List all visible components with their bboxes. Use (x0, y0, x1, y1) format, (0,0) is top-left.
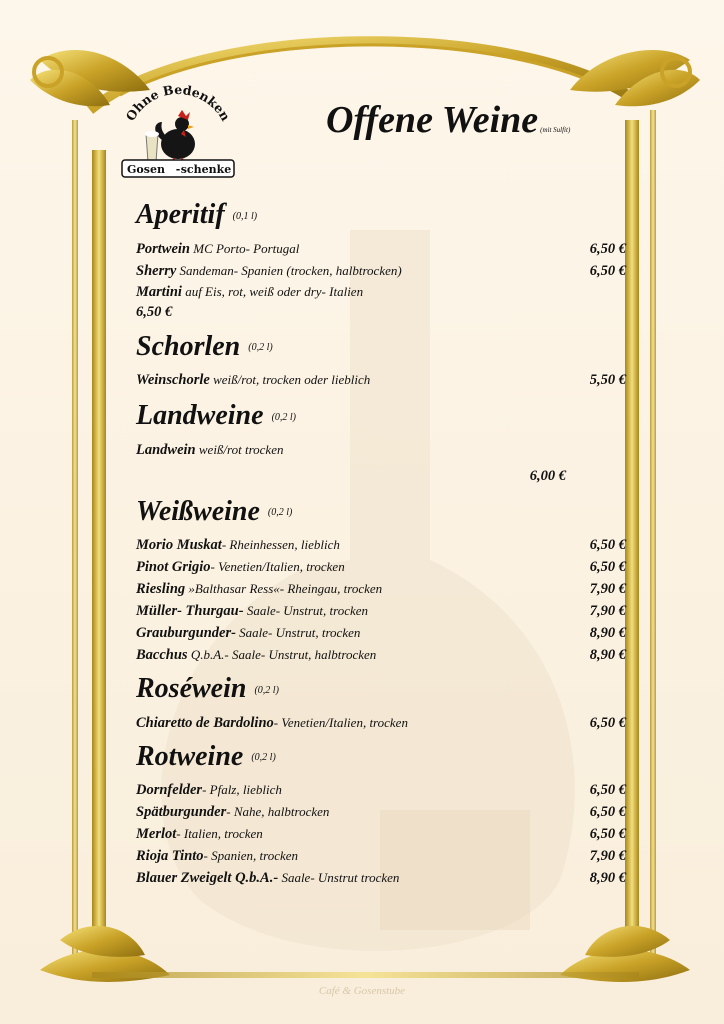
item-price: 7,90 € (589, 848, 626, 865)
menu-item (136, 260, 626, 282)
item-desc: auf Eis, rot, weiß oder dry- Italien (181, 283, 364, 299)
logo-left-text: Gosen (127, 163, 165, 176)
section-volume: (0,1 l) (232, 210, 258, 222)
item-price: 6,50 € (589, 826, 626, 843)
section-title: Roséwein (136, 673, 247, 705)
gosenschenke-logo (118, 82, 238, 182)
item-name: Spätburgunder (136, 804, 227, 821)
item-name: Rioja Tinto (136, 848, 204, 865)
section-weissweine (136, 495, 626, 667)
item-price: 6,50 € (589, 559, 626, 576)
item-desc: - Venetien/Italien, trocken (210, 559, 345, 575)
item-desc: weiß/rot, trocken oder lieblich (209, 372, 371, 388)
item-name: Sherry (136, 262, 177, 279)
item-desc: Sandeman- Spanien (trocken, halbtrocken) (176, 262, 402, 278)
svg-text:Ohne Bedenken (123, 82, 234, 124)
item-desc: - Pfalz, lieblich (202, 782, 282, 798)
section-volume: (0,2 l) (271, 411, 297, 423)
item-name: Müller- Thurgau- (136, 603, 244, 620)
section-volume: (0,2 l) (248, 342, 273, 354)
section-title: Weißweine (136, 495, 260, 527)
item-desc: Q.b.A.- Saale- Unstrut, halbtrocken (187, 647, 377, 663)
footer-watermark: Café & Gosenstube (318, 985, 406, 997)
item-desc: - Rheinhessen, lieblich (221, 537, 340, 553)
item-price: 6,50 € (589, 804, 626, 821)
section-heading (136, 740, 626, 776)
item-name: Morio Muskat (136, 537, 222, 554)
menu-item (136, 238, 626, 260)
section-title: Rotweine (136, 740, 244, 772)
item-name: Grauburgunder- (136, 625, 236, 642)
item-price: 6,50 € (589, 782, 626, 799)
menu-item (136, 600, 626, 622)
item-price: 6,50 € (136, 303, 173, 320)
item-price: 7,90 € (589, 581, 626, 598)
menu-item (136, 845, 626, 867)
item-desc: - Venetien/Italien, trocken (273, 714, 408, 730)
section-schorlen (136, 330, 626, 392)
item-name: Landwein (136, 441, 196, 458)
section-heading (136, 330, 626, 366)
section-volume: (0,2 l) (254, 684, 279, 696)
item-desc: MC Porto- Portugal (189, 240, 300, 256)
item-price: 6,50 € (589, 262, 626, 279)
section-rosewein (136, 672, 626, 734)
menu-item (136, 578, 626, 600)
menu-item (136, 369, 626, 391)
menu-item (136, 823, 626, 845)
section-landweine (136, 399, 626, 487)
item-name: Portwein (136, 240, 190, 257)
item-desc: - Nahe, halbtrocken (226, 804, 330, 820)
item-name: Martini (136, 283, 182, 300)
menu-item (136, 534, 626, 556)
item-desc: weiß/rot trocken (195, 441, 284, 457)
item-desc: »Balthasar Ress«- Rheingau, trocken (185, 581, 383, 597)
menu-content (136, 198, 626, 889)
section-title: Aperitif (136, 199, 225, 230)
section-heading (136, 198, 626, 234)
item-desc: Saale- Unstrut, trocken (235, 625, 361, 641)
item-price: 6,00 € (529, 467, 566, 484)
item-name: Riesling (136, 581, 186, 598)
section-title: Schorlen (136, 330, 241, 362)
menu-item (136, 439, 626, 487)
section-heading (136, 495, 626, 531)
item-name: Weinschorle (136, 372, 210, 389)
item-desc: Saale- Unstrut trocken (278, 870, 400, 886)
item-name: Blauer Zweigelt Q.b.A.- (136, 870, 279, 887)
item-price: 8,90 € (589, 647, 626, 664)
item-price: 6,50 € (589, 537, 626, 554)
menu-item (136, 644, 626, 666)
item-price: 8,90 € (589, 870, 626, 887)
section-aperitif (136, 198, 626, 322)
section-heading (136, 672, 626, 708)
menu-item (136, 867, 626, 889)
item-name: Merlot (136, 826, 177, 843)
page-title-main: Offene Weine (326, 99, 539, 141)
item-price: 6,50 € (589, 714, 626, 731)
section-rotweine (136, 740, 626, 890)
section-heading (136, 399, 626, 435)
menu-item (136, 712, 626, 734)
item-price: 6,50 € (589, 240, 626, 257)
logo-top-text: Ohne Bedenken (122, 82, 234, 124)
item-name: Pinot Grigio (136, 559, 211, 576)
section-volume: (0,2 l) (267, 507, 293, 519)
item-name: Dornfelder (136, 782, 203, 799)
menu-item (136, 622, 626, 644)
menu-item (136, 556, 626, 578)
item-desc: Saale- Unstrut, trocken (243, 603, 369, 619)
menu-item (136, 779, 626, 801)
menu-item (136, 801, 626, 823)
menu-item (136, 282, 626, 322)
item-price: 7,90 € (589, 603, 626, 620)
item-name: Chiaretto de Bardolino (136, 714, 274, 731)
item-price: 5,50 € (589, 372, 626, 389)
logo-right-text: schenke (180, 163, 232, 176)
item-name: Bacchus (136, 647, 188, 664)
section-volume: (0,2 l) (251, 752, 276, 764)
page-title-sub: (mit Sulfit) (540, 126, 571, 134)
item-desc: - Spanien, trocken (203, 848, 299, 864)
item-desc: - Italien, trocken (176, 826, 263, 842)
section-title: Landweine (136, 400, 264, 432)
item-price: 8,90 € (589, 625, 626, 642)
svg-text:-: - (175, 163, 181, 176)
page-title (326, 98, 570, 142)
